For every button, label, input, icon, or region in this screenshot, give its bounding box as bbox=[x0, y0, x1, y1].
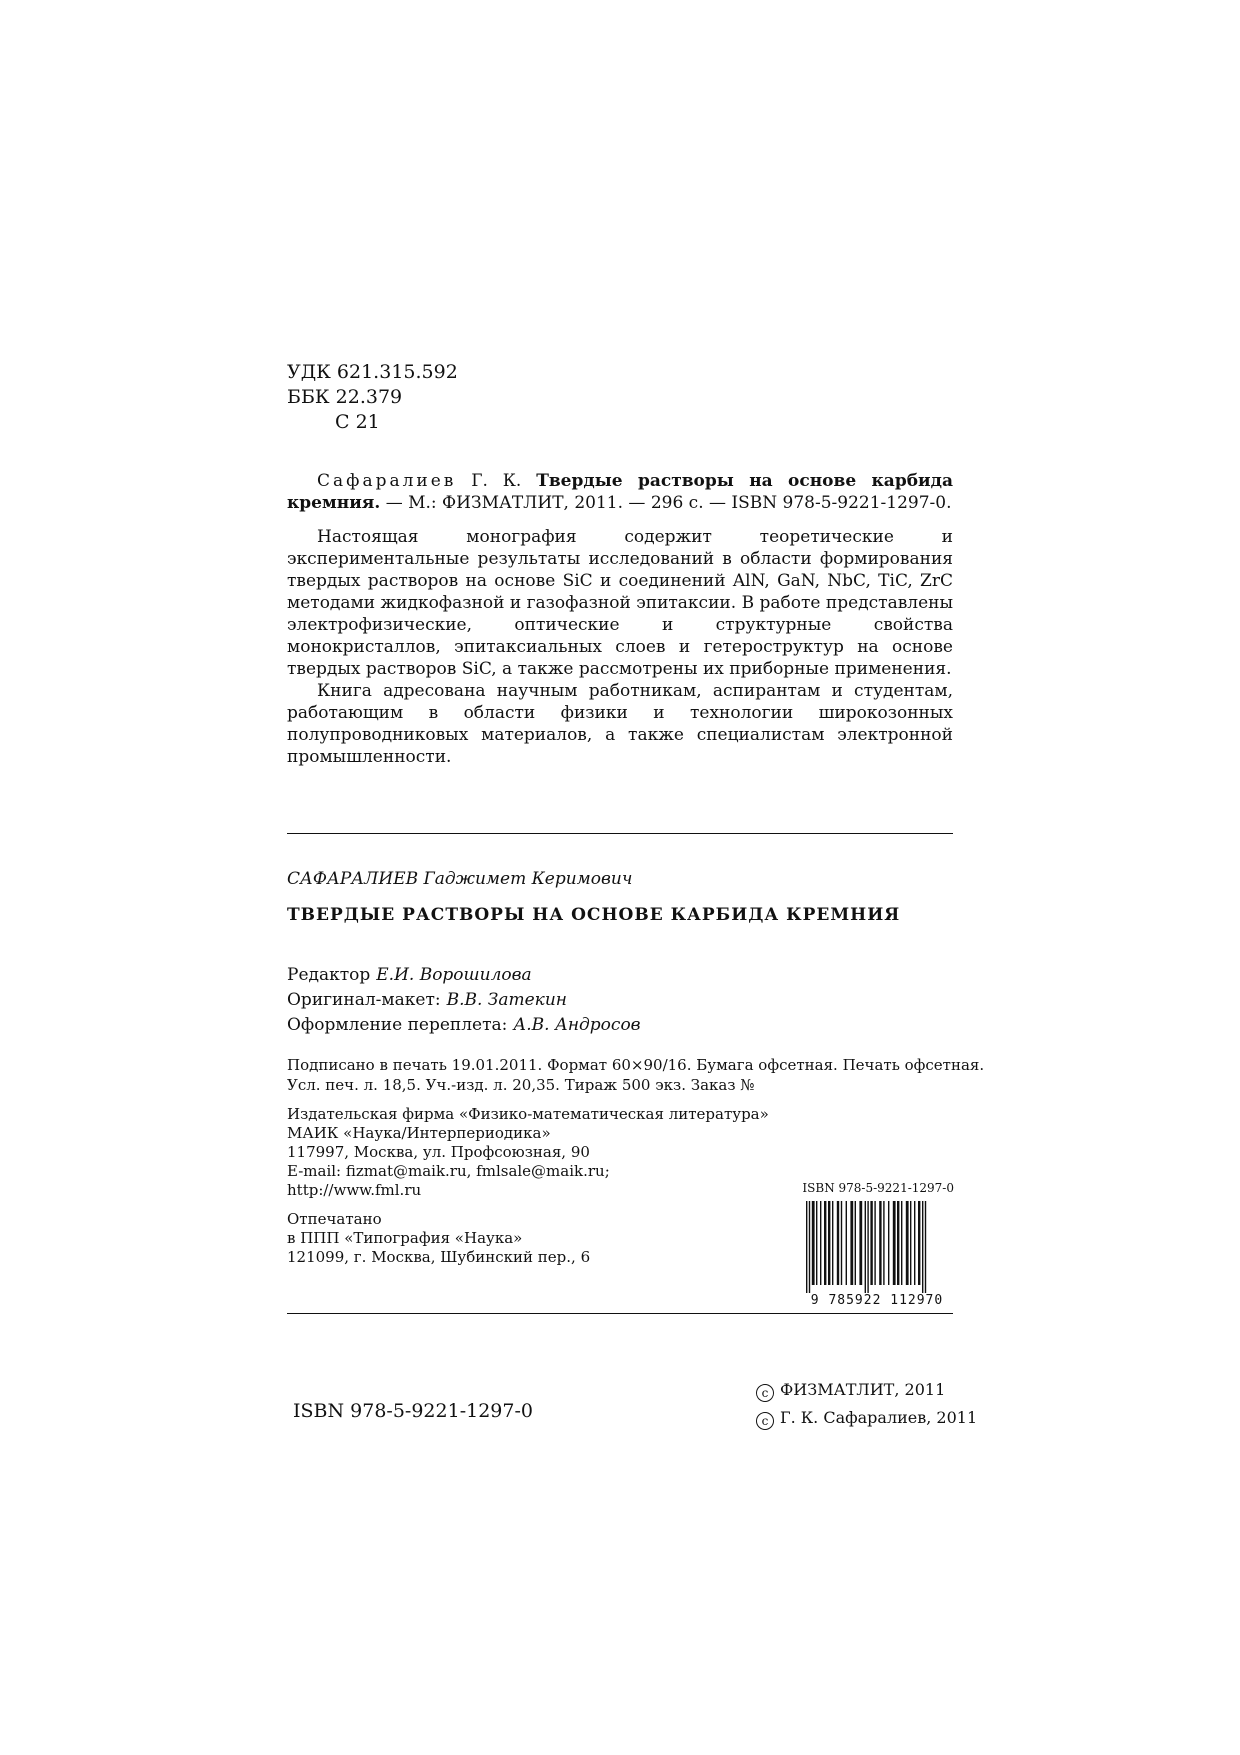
credits-block bbox=[287, 963, 641, 1038]
barcode-bar bbox=[867, 1201, 868, 1293]
barcode-bar bbox=[816, 1201, 817, 1285]
copyright-text: Г. К. Сафаралиев, 2011 bbox=[780, 1408, 978, 1427]
barcode-bar bbox=[897, 1201, 899, 1285]
barcode-bars bbox=[800, 1201, 954, 1293]
printer-line: Отпечатано bbox=[287, 1210, 382, 1228]
printer-line: 121099, г. Москва, Шубинский пер., 6 bbox=[287, 1248, 591, 1266]
barcode-bar bbox=[925, 1201, 926, 1293]
credit-name: Е.И. Ворошилова bbox=[376, 965, 532, 985]
copyright-block bbox=[756, 1376, 977, 1432]
copyright-text: ФИЗМАТЛИТ, 2011 bbox=[780, 1380, 946, 1399]
barcode-bar bbox=[893, 1201, 896, 1285]
reference-dash: — bbox=[385, 493, 403, 513]
credit-role: Редактор bbox=[287, 965, 371, 985]
abstract-block bbox=[287, 470, 953, 768]
copyright-publisher bbox=[756, 1376, 977, 1404]
divider-bottom bbox=[287, 1313, 953, 1314]
reference-initials: Г. К. bbox=[471, 471, 522, 491]
publisher-line: 117997, Москва, ул. Профсоюзная, 90 bbox=[287, 1143, 590, 1161]
barcode-bar bbox=[874, 1201, 875, 1285]
credit-role: Оригинал-макет: bbox=[287, 990, 441, 1010]
copyright-icon: c bbox=[756, 1412, 774, 1430]
barcode-bar bbox=[846, 1201, 847, 1285]
barcode-block bbox=[800, 1181, 954, 1308]
barcode-bar bbox=[901, 1201, 902, 1285]
barcode-bar bbox=[906, 1201, 909, 1285]
barcode-bar bbox=[883, 1201, 884, 1285]
footer-isbn: ISBN 978-5-9221-1297-0 bbox=[293, 1400, 533, 1422]
bbc-code: ББК 22.379 bbox=[287, 386, 403, 408]
barcode-bar bbox=[832, 1201, 833, 1285]
abstract-paragraph-1: Настоящая монография содержит теоретические и экспериментальные результаты исследований в области формирования твердых растворов на основе SiC и соединений AlN, GaN, NbC, TiC, ZrC методами жидкофазной и газофазной эпитаксии. В работе представлены электрофизические, оптические и структурные свойства монокристаллов, эпитаксиальных слоев и гетероструктур на основе твердых растворов SiC, а также рассмотрены их приборные применения. bbox=[287, 527, 953, 679]
divider-top bbox=[287, 833, 953, 834]
author-sign: С 21 bbox=[335, 411, 380, 433]
publisher-line: МАИК «Наука/Интерпериодика» bbox=[287, 1124, 551, 1142]
colophon-title: ТВЕРДЫЕ РАСТВОРЫ НА ОСНОВЕ КАРБИДА КРЕМНИЯ bbox=[287, 905, 901, 925]
credit-name: В.В. Затекин bbox=[446, 990, 567, 1010]
print-line-2: Усл. печ. л. 18,5. Уч.-изд. л. 20,35. Тираж 500 экз. Заказ № bbox=[287, 1076, 755, 1094]
barcode-bar bbox=[865, 1201, 866, 1293]
barcode-bar bbox=[850, 1201, 853, 1285]
barcode-bar bbox=[824, 1201, 826, 1285]
barcode-bar bbox=[918, 1201, 920, 1285]
credit-name: А.В. Андросов bbox=[513, 1015, 641, 1035]
credit-editor bbox=[287, 963, 641, 988]
publisher-line: E-mail: fizmat@maik.ru, fmlsale@maik.ru; bbox=[287, 1162, 610, 1180]
barcode-bar bbox=[837, 1201, 839, 1285]
credit-cover bbox=[287, 1013, 641, 1038]
reference-title: Твердые растворы на основе карбида кремния. bbox=[287, 471, 953, 513]
classification-block bbox=[287, 360, 458, 435]
barcode-bar bbox=[809, 1201, 810, 1293]
barcode-bar bbox=[888, 1201, 889, 1285]
barcode-bar bbox=[806, 1201, 807, 1293]
credit-role: Оформление переплета: bbox=[287, 1015, 508, 1035]
print-details bbox=[287, 1055, 984, 1095]
barcode-bar bbox=[879, 1201, 881, 1285]
publisher-block bbox=[287, 1105, 769, 1200]
barcode-bar bbox=[820, 1201, 821, 1285]
copyright-icon: c bbox=[756, 1384, 774, 1402]
copyright-author bbox=[756, 1404, 977, 1432]
barcode-digits: 9 785922 112970 bbox=[810, 1293, 944, 1308]
barcode-bar bbox=[859, 1201, 862, 1285]
printer-line: в ППП «Типография «Наука» bbox=[287, 1229, 523, 1247]
barcode-bar bbox=[841, 1201, 842, 1285]
publisher-line: Издательская фирма «Физико-математическая литература» bbox=[287, 1105, 769, 1123]
barcode-bar bbox=[855, 1201, 856, 1285]
credit-layout bbox=[287, 988, 641, 1013]
reference-imprint: М.: ФИЗМАТЛИТ, 2011. — 296 с. — ISBN 978-5-9221-1297-0. bbox=[408, 493, 952, 513]
barcode-bar bbox=[812, 1201, 815, 1285]
barcode-bar bbox=[828, 1201, 830, 1285]
barcode-bar bbox=[870, 1201, 872, 1285]
barcode-isbn-label: ISBN 978-5-9221-1297-0 bbox=[802, 1181, 954, 1195]
printer-block bbox=[287, 1210, 590, 1267]
reference-author: Сафаралиев bbox=[317, 471, 457, 491]
barcode-bar bbox=[922, 1201, 923, 1293]
udc-code: УДК 621.315.592 bbox=[287, 361, 458, 383]
barcode-bar bbox=[914, 1201, 915, 1285]
colophon-author: САФАРАЛИЕВ Гаджимет Керимович bbox=[287, 869, 633, 889]
print-line-1: Подписано в печать 19.01.2011. Формат 60×90/16. Бумага офсетная. Печать офсетная. bbox=[287, 1056, 985, 1074]
barcode-bar bbox=[910, 1201, 911, 1285]
publisher-line: http://www.fml.ru bbox=[287, 1181, 422, 1199]
bibliographic-reference bbox=[287, 470, 953, 514]
abstract-paragraph-2: Книга адресована научным работникам, аспирантам и студентам, работающим в области физики и технологии широкозонных полупроводниковых материалов, а также специалистам электронной промышленности. bbox=[287, 681, 953, 767]
